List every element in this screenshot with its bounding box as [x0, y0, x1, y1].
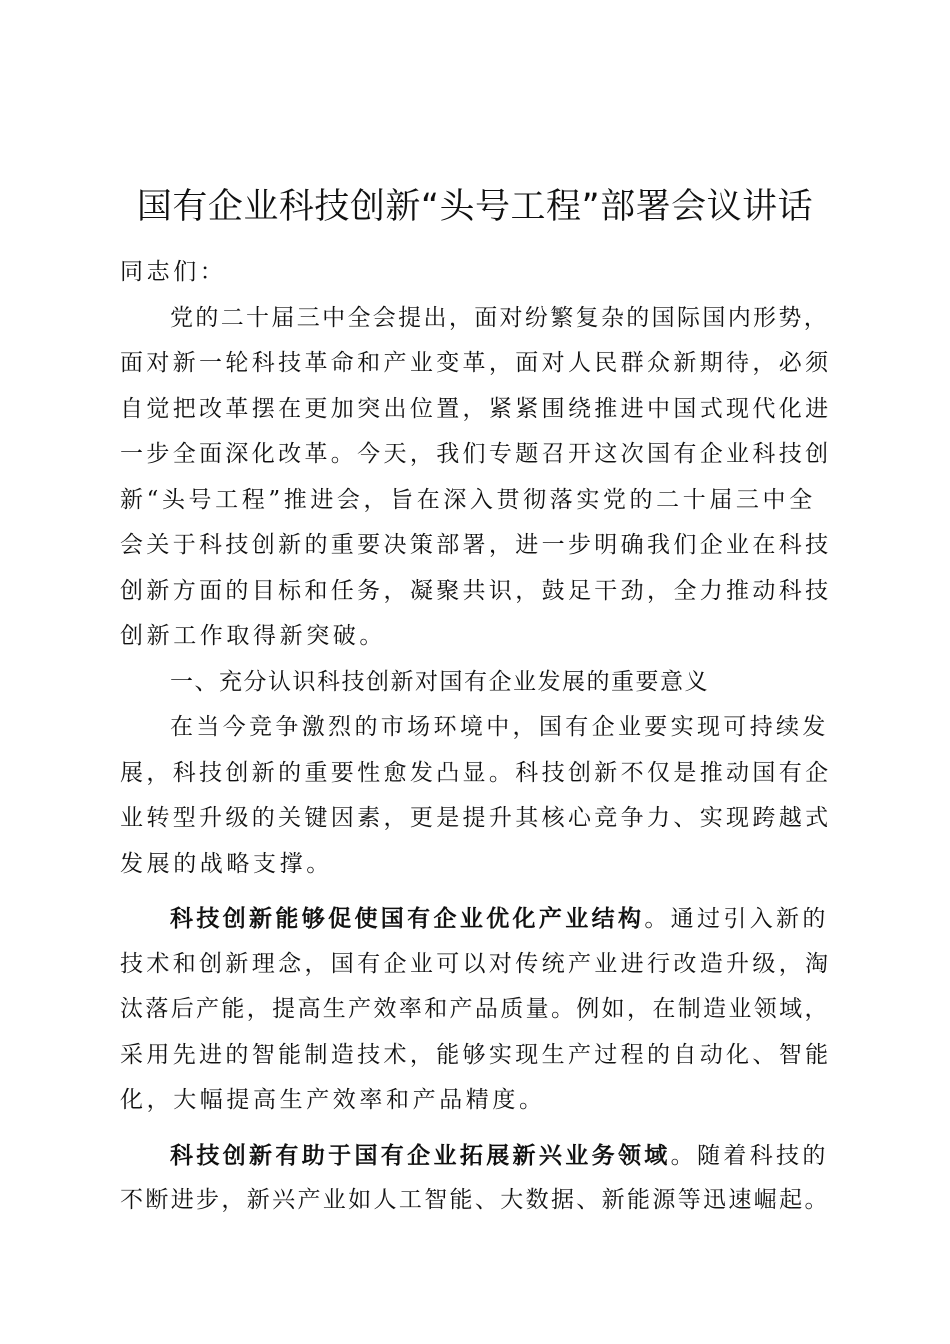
paragraph-line: 会关于科技创新的重要决策部署，进一步明确我们企业在科技 — [120, 532, 832, 558]
section-heading: 一、充分认识科技创新对国有企业发展的重要意义 — [170, 668, 709, 695]
paragraph-line: 党的二十届三中全会提出，面对纷繁复杂的国际国内形势， — [170, 304, 830, 331]
paragraph-line: 不断进步，新兴产业如人工智能、大数据、新能源等迅速崛起。 — [120, 1187, 830, 1213]
paragraph-line: 业转型升级的关键因素，更是提升其核心竞争力、实现跨越式 — [120, 805, 832, 831]
paragraph-line — [120, 896, 832, 942]
paragraph-line: 创新方面的目标和任务，凝聚共识，鼓足干劲，全力推动科技 — [120, 577, 832, 604]
point2-lead-rest: 。随着科技的 — [670, 1142, 829, 1169]
paragraph-line: 发展的战略支撑。 — [120, 850, 333, 877]
section1-paragraph — [120, 705, 832, 887]
point2-bold-lead: 科技创新有助于国有企业拓展新兴业务领域 — [170, 1141, 671, 1169]
paragraph-line: 化，大幅提高生产效率和产品精度。 — [120, 1087, 546, 1113]
paragraph-line: 自觉把改革摆在更加突出位置，紧紧围绕推进中国式现代化进 — [120, 395, 832, 422]
paragraph-line: 采用先进的智能制造技术，能够实现生产过程的自动化、智能 — [120, 1041, 832, 1068]
paragraph-line: 在当今竞争激烈的市场环境中，国有企业要实现可持续发 — [170, 714, 829, 740]
paragraph-line: 一步全面深化改革。今天，我们专题召开这次国有企业科技创 — [120, 441, 832, 467]
point1-lead-rest: 。通过引入新的 — [644, 906, 829, 932]
paragraph-line: 汰落后产能，提高生产效率和产品质量。例如，在制造业领域， — [120, 996, 830, 1022]
point2-paragraph — [120, 1133, 832, 1224]
paragraph-line: 创新工作取得新突破。 — [120, 623, 386, 649]
point1-bold-lead: 科技创新能够促使国有企业优化产业结构 — [170, 905, 645, 932]
paragraph-line: 展，科技创新的重要性愈发凸显。科技创新不仅是推动国有企 — [120, 759, 832, 786]
paragraph-line: 技术和创新理念，国有企业可以对传统产业进行改造升级，淘 — [120, 950, 832, 977]
paragraph-line: 面对新一轮科技革命和产业变革，面对人民群众新期待，必须 — [120, 350, 832, 376]
document-title: 国有企业科技创新“头号工程”部署会议讲话 — [136, 187, 814, 227]
salutation: 同志们： — [120, 259, 227, 285]
paragraph-line — [120, 1133, 832, 1179]
paragraph-line: 新“头号工程”推进会，旨在深入贯彻落实党的二十届三中全 — [120, 486, 816, 513]
point1-paragraph — [120, 896, 832, 1124]
intro-paragraph — [120, 296, 832, 660]
document-body — [120, 250, 832, 1224]
